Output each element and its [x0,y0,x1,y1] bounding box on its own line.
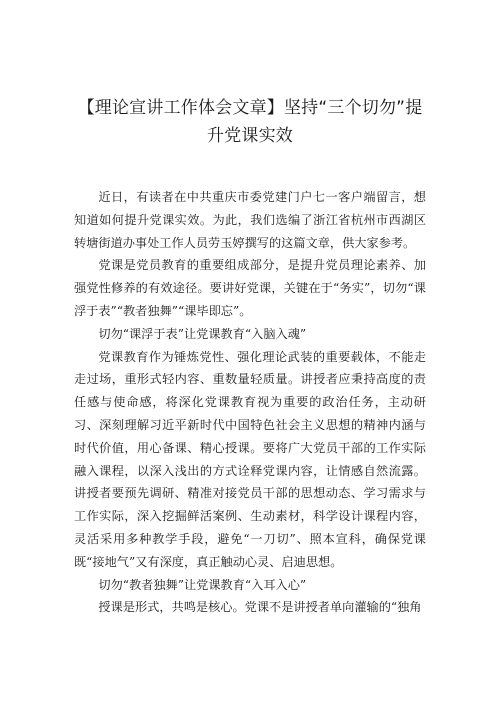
section-heading-1: 切勿“课浮于表”让党课教育“入脑入魂” [98,326,307,341]
section-heading-2: 切勿“教者独舞”让党课教育“入耳入心” [98,577,307,592]
paragraph-section-1: 党课教育作为锤炼党性、强化理论武装的重要载体，不能走走过场，重形式轻内容、重数量轻质量。讲授者应秉持高度的责任感与使命感，将深化党课教育视为重要的政治任务，主动研习、深刻理解习近平新时代中国特色社会主义思想的精神内涵与时代价值，用心备课、精心授课。要将广大党员干部的工作实际融入课程，以深入浅出的方式诠释党课内容，让情感自然流露。讲授者要预先调研、精准对接党员干部的思想动态、学习需求与工作实际，深入挖掘鲜活案例、生动素材，科学设计课程内容，灵活采用多种教学手段，避免“一刀切”、照本宣科，确保党课既“接地气”又有深度，真正触动心灵、启迪思想。 [74,349,426,569]
paragraph-intro: 近日，有读者在中共重庆市委党建门户七一客户端留言，想知道如何提升党课实效。为此，我们选编了浙江省杭州市西湖区转塘街道办事处工作人员劳玉婷撰写的这篇文章，供大家参考。 [74,190,426,250]
document-body [74,186,426,619]
title-line-1: 【理论宣讲工作体会文章】坚持“三个切勿”提 [77,98,423,118]
title-line-2: 升党课实效 [207,126,293,146]
paragraph-section-2: 授课是形式，共鸣是核心。党课不是讲授者单向灌输的“独角 [98,600,422,615]
paragraph-overview: 党课是党员教育的重要组成部分，是提升党员理论素养、加强党性修养的有效途径。要讲好党课，关键在于“务实”，切勿“课浮于表”“教者独舞”“课毕即忘”。 [74,258,426,318]
document-title [74,94,426,150]
